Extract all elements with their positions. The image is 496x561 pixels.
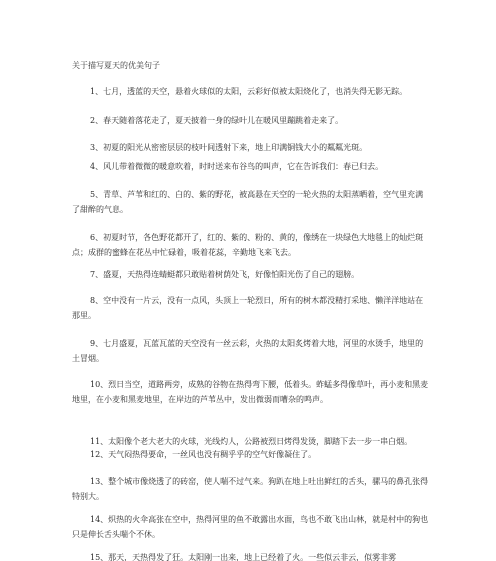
paragraph: 6、初夏时节，各色野花都开了，红的、紫的、粉的、黄的，像绣在一块绿色大地毯上的灿烂斑点；成群的蜜蜂在花丛中忙碌着，吸着花蕊，辛勤地飞来飞去。: [72, 233, 424, 257]
paragraph: 4、风儿带着微微的暖意吹着，时时送来布谷鸟的叫声，它在告诉我们：春已归去。: [90, 162, 384, 171]
paragraph: 3、初夏的阳光从密密层层的枝叶间透射下来，地上印满铜钱大小的粼粼光斑。: [90, 143, 368, 152]
paragraph: 11、太阳像个老大老大的火球，光线灼人，公路被烈日烤得发烫，脚踏下去一步一串白烟。: [90, 437, 413, 446]
document-title: 关于描写夏天的优美句子: [72, 61, 160, 70]
paragraph: 14、炽热的火伞高张在空中，热得河里的鱼不敢露出水面，鸟也不敢飞出山林，就是村中的狗也只是伸长舌头喘个不休。: [72, 515, 429, 539]
paragraph: 1、七月，透蓝的天空，悬着火球似的太阳，云彩好似被太阳烧化了，也消失得无影无踪。: [90, 87, 408, 96]
paragraph: 5、青草、芦苇和红的、白的、紫的野花，被高悬在天空的一轮火热的太阳蒸晒着，空气里充满了甜醉的气息。: [72, 190, 424, 214]
paragraph: 12、天气闷热得要命，一丝风也没有稠乎乎的空气好像凝住了。: [90, 450, 317, 459]
paragraph: 10、烈日当空，道路两旁，成熟的谷物在热得弯下腰，低着头。蚱蜢多得像草叶，再小麦和黑麦地里，在小麦和黑麦地里，在岸边的芦苇丛中，发出微弱而嘈杂的鸣声。: [72, 380, 429, 404]
paragraph: 15、那天，天热得发了狂。太阳刚一出来，地上已经着了火。一些似云非云，似雾非雾: [90, 553, 397, 561]
paragraph: 7、盛夏，天热得连蜻蜓都只敢贴着树荫处飞，好像怕阳光伤了自己的翅膀。: [90, 270, 360, 279]
paragraph: 13、整个城市像烧透了的砖窑，使人喘不过气来。狗趴在地上吐出鲜红的舌头，骡马的鼻孔张得特别大。: [72, 477, 429, 501]
paragraph: 2、春天随着落花走了，夏天披着一身的绿叶儿在暖风里蹦跳着走来了。: [90, 116, 344, 125]
paragraph: 9、七月盛夏，瓦蓝瓦蓝的天空没有一丝云彩，火热的太阳炙烤着大地，河里的水烫手，地里的土冒烟。: [72, 339, 424, 363]
paragraph: 8、空中没有一片云，没有一点风，头顶上一轮烈日，所有的树木都没精打采地、懒洋洋地站在那里。: [72, 296, 424, 320]
